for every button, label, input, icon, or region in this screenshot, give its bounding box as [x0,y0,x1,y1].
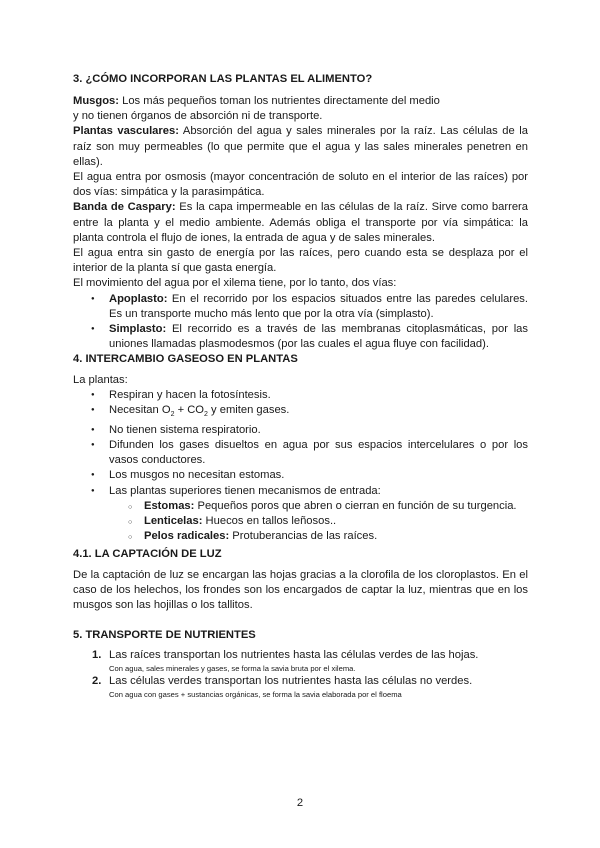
co2-subscript: 2 [204,411,208,419]
mechanisms-list [73,499,528,545]
list-item: ● Las plantas superiores tienen mecanismos de entrada: [73,484,528,499]
item-note: Con agua con gases + sustancias orgánicas, se forma la savia elaborada por el floema [109,690,402,700]
section-5-title: 5. TRANSPORTE DE NUTRIENTES [73,629,256,641]
lenticelas-text: Huecos en tallos leñosos.. [202,515,337,528]
pelos-text: Protuberancias de las raíces. [229,530,378,543]
musgos-paragraph [73,94,528,124]
list-item: ● Respiran y hacen la fotosíntesis. [73,388,528,403]
apoplasto-label: Apoplasto: [109,292,168,305]
simplasto-text: El recorrido es a través de las membranas citoplasmáticas, por las uniones llamadas plasmodesmos (por las cuales el agua fluye con facilidad). [109,323,528,351]
list-item [73,322,528,352]
item-note: Con agua, sales minerales y gases, se forma la savia bruta por el xilema. [109,664,356,674]
co-text: + CO [174,404,204,417]
list-item [73,403,528,422]
vias-list [73,292,528,353]
xilema-paragraph: El movimiento del agua por el xilema tiene, por lo tanto, dos vías: [73,277,397,290]
vasculares-label: Plantas vasculares: [73,125,179,138]
section-4-1-text: De la captación de luz se encargan las hojas gracias a la clorofila de los cloroplastos. En el caso de los helechos, los frondes son los encargados de captar la luz, mientras que en los musgos son las hojillas o los tallitos. [73,569,528,612]
caspary-label: Banda de Caspary: [73,201,176,214]
section-3-title: 3. ¿CÓMO INCORPORAN LAS PLANTAS EL ALIMENTO? [73,73,373,85]
item-number: 2. [92,675,102,688]
musgos-text-2: y no tienen órganos de absorción ni de transporte. [73,110,323,123]
caspary-text: Es la capa impermeable en las células de la raíz. Sirve como barrera entre la planta y el medio ambiente. Además obliga el transporte por vía simpática: la planta controla el flujo de iones, la entrada de agua y de sales minerales. [73,201,528,244]
list-item [73,292,528,322]
section-4-title: 4. INTERCAMBIO GASEOSO EN PLANTAS [73,353,298,365]
list-item [73,499,528,514]
section-4-1-title: 4.1. LA CAPTACIÓN DE LUZ [73,548,222,560]
list-item: ● Difunden los gases disueltos en agua por sus espacios intercelulares o por los vasos conductores. [73,438,528,468]
estomas-text: Pequeños poros que abren o cierran en función de su turgencia. [194,499,517,512]
caspary-paragraph [73,200,528,246]
list-item: ● Los musgos no necesitan estomas. [73,468,528,483]
osmosis-paragraph: El agua entra por osmosis (mayor concentración de soluto en el interior de las raíces) por dos vías: simpática y la parasimpática. [73,171,528,199]
section-3-body [73,94,528,352]
transport-list [73,648,528,700]
plantas-intro: La plantas: [73,374,128,386]
emiten-text: y emiten gases. [207,404,290,417]
lenticelas-label: Lenticelas: [144,515,203,528]
list-item [73,674,528,700]
musgos-text: Los más pequeños toman los nutrientes directamente del medio [119,95,440,107]
pelos-label: Pelos radicales: [144,530,230,543]
list-item [73,514,528,529]
item-text: Las células verdes transportan los nutrientes hasta las células no verdes. [109,675,473,688]
simplasto-label: Simplasto: [109,323,167,336]
estomas-label: Estomas: [144,499,195,512]
gasto-paragraph: El agua entra sin gasto de energía por las raíces, pero cuando esta se desplaza por el interior de la planta sí que gasta energía. [73,247,528,275]
gas-list [73,388,528,499]
list-item [73,648,528,674]
section-4-body [73,373,528,544]
item-text: Las raíces transportan los nutrientes hasta las células verdes de las hojas. [109,649,479,661]
item-number: 1. [92,649,102,661]
musgos-label: Musgos: [73,95,119,107]
necesitan-text: Necesitan O [109,404,171,417]
vasculares-text: Absorción del agua y sales minerales por la raíz. Las células de la raíz son muy permeables (lo que permite que el agua y las sales minerales penetren en ellas). [73,125,528,168]
list-item [73,529,528,544]
vasculares-paragraph [73,124,528,170]
o2-subscript: 2 [170,411,175,419]
apoplasto-text: En el recorrido por los espacios situados entre las paredes celulares. Es un transporte mucho más lento que por la otra vía (simplasto). [109,292,528,320]
page-number: 2 [296,797,304,809]
list-item: ● No tienen sistema respiratorio. [73,423,528,438]
